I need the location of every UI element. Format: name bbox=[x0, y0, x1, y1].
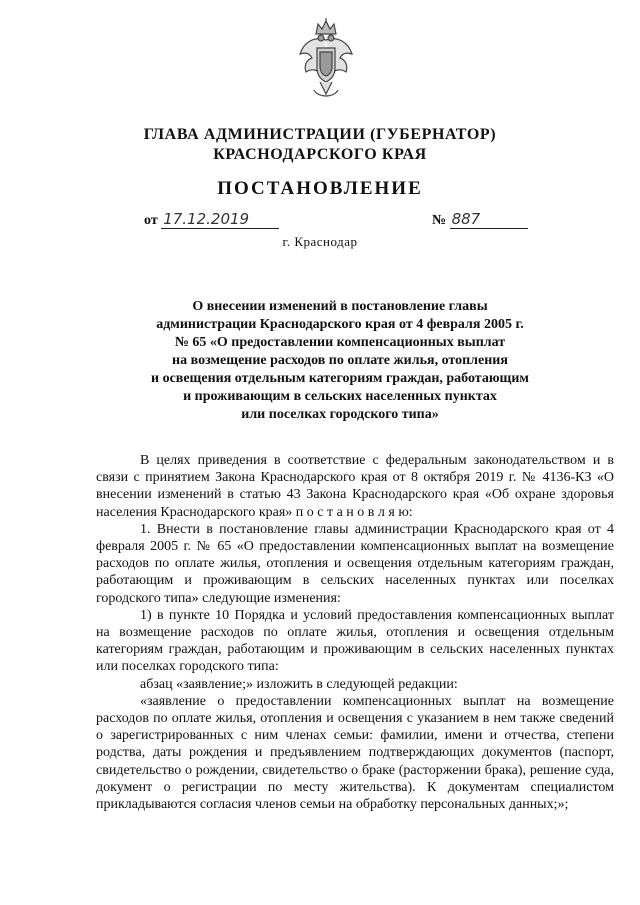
authority-title-line1: ГЛАВА АДМИНИСТРАЦИИ (ГУБЕРНАТОР) bbox=[143, 126, 497, 143]
body-paragraph: «заявление о предоставлении компенсационных выплат на возмещение расходов по оплате жилья, отопления и освещения с указанием в нем также сведений о зарегистрированных с ним членах семьи: фамилии, имени и отчества, степени родства, даты рождения и предъявлением подтверждающих документов (паспорт, свидетельство о рождении, свидетельство о браке (расторжении брака), решение суда, документ о регистрации по месту жительства). К документам специалистом прикладываются согласия членов семьи на обработку персональных данных;»; bbox=[96, 693, 614, 813]
number-prefix: № bbox=[432, 213, 447, 228]
title-line: или поселках городского типа» bbox=[241, 407, 439, 422]
date-prefix: от bbox=[144, 213, 158, 228]
title-line: администрации Краснодарского края от 4 февраля 2005 г. bbox=[156, 317, 524, 332]
document-title bbox=[140, 298, 540, 424]
body-paragraph: В целях приведения в соответствие с федеральным законодательством и в связи с принятием Закона Краснодарского края от 8 октября 2019 г. № 4136-КЗ «О внесении изменений в статью 43 Закона Краснодарского края «Об охране здоровья населения Краснодарского края» п о с т а н о в л я ю: bbox=[96, 453, 614, 520]
title-line: на возмещение расходов по оплате жилья, отопления bbox=[172, 353, 508, 368]
document-body bbox=[96, 452, 614, 813]
handwritten-number: 887 bbox=[450, 210, 528, 229]
authority-title-line2: КРАСНОДАРСКОГО КРАЯ bbox=[213, 146, 427, 163]
body-paragraph: 1. Внести в постановление главы администрации Краснодарского края от 4 февраля 2005 г. № 65 «О предоставлении компенсационных выплат на возмещение расходов по оплате жилья, отопления и освещения отдельным категориям граждан, работающим и проживающим в сельских населенных пунктах или поселках городского типа» следующие изменения: bbox=[96, 521, 614, 606]
document-type-heading: ПОСТАНОВЛЕНИЕ bbox=[217, 178, 423, 199]
number-field bbox=[432, 210, 528, 229]
title-line: и проживающим в сельских населенных пунктах bbox=[183, 389, 497, 404]
title-line: О внесении изменений в постановление главы bbox=[192, 299, 488, 314]
body-paragraph: абзац «заявление;» изложить в следующей редакции: bbox=[140, 676, 458, 692]
coat-of-arms-icon bbox=[296, 18, 356, 102]
body-paragraph: 1) в пункте 10 Порядка и условий предоставления компенсационных выплат на возмещение расходов по оплате жилья, отопления и освещения отдельным категориям граждан, работающим и проживающим в сельских населенных пунктах или поселках городского типа: bbox=[96, 607, 614, 675]
title-line: и освещения отдельным категориям граждан, работающим bbox=[151, 371, 529, 386]
title-line: № 65 «О предоставлении компенсационных выплат bbox=[174, 335, 506, 350]
handwritten-date: 17.12.2019 bbox=[161, 210, 279, 229]
city-line: г. Краснодар bbox=[282, 234, 358, 249]
date-field bbox=[144, 210, 279, 229]
